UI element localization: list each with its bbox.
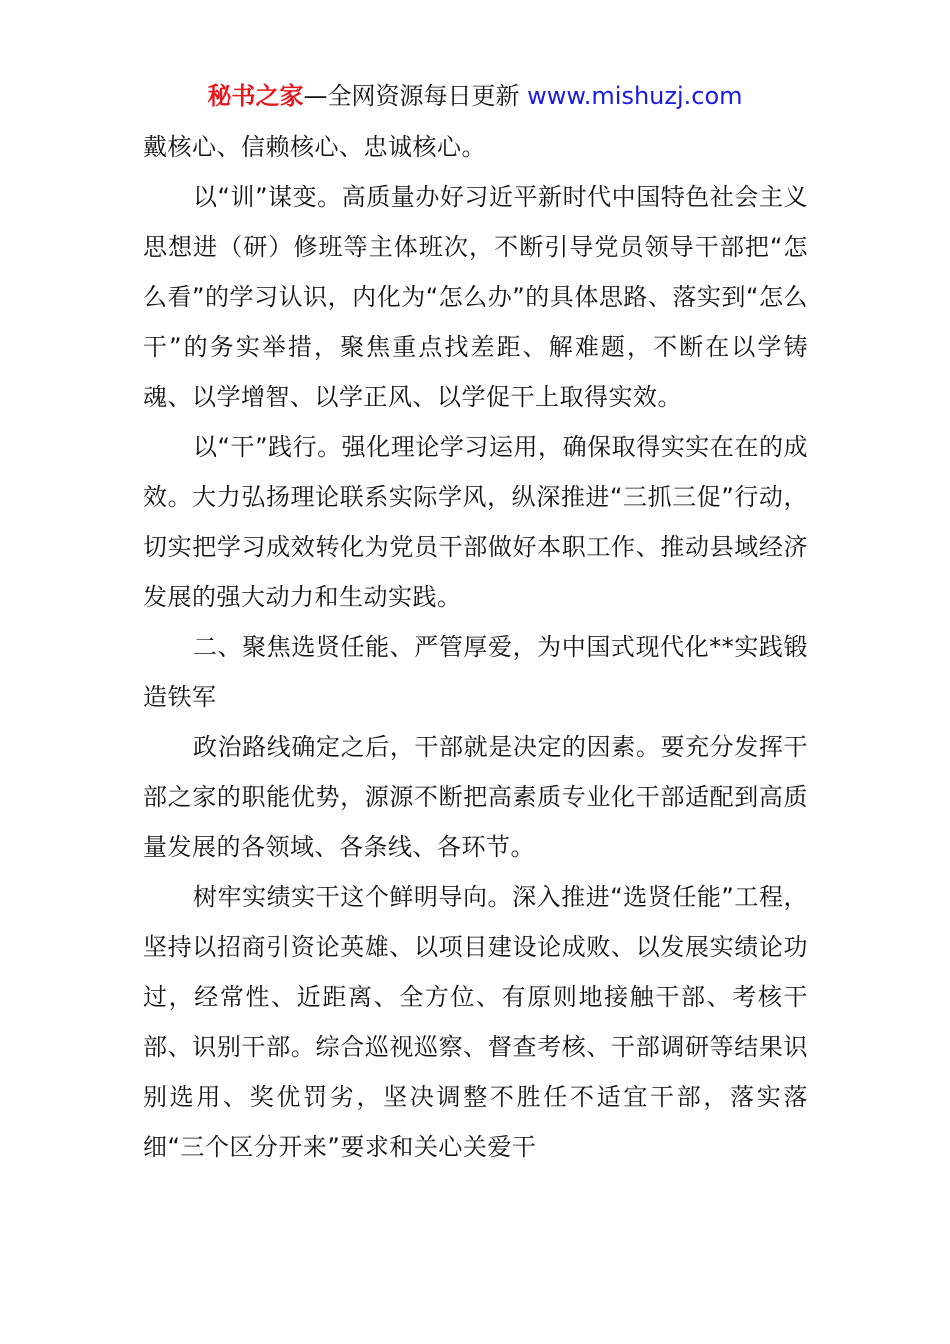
section-heading-2: 二、聚焦选贤任能、严管厚爱，为中国式现代化**实践锻造铁军 xyxy=(143,633,808,711)
paragraph-shi-ji-shi-gan: 树牢实绩实干这个鲜明导向。深入推进“选贤任能”工程，坚持以招商引资论英雄、以项目建设论成败、以发展实绩论功过，经常性、近距离、全方位、有原则地接触干部、考核干部、识别干部。综合巡视巡察、督查考核、干部调研等结果识别选用、奖优罚劣，坚决调整不胜任不适宜干部，落实落细“三个区分开来”要求和关心关爱干 xyxy=(143,883,808,1161)
site-header xyxy=(0,80,950,112)
paragraph-xun-mou-bian: 以“训”谋变。高质量办好习近平新时代中国特色社会主义思想进（研）修班等主体班次，不断引导党员领导干部把“怎么看”的学习认识，内化为“怎么办”的具体思路、落实到“怎么干”的务实举措，聚焦重点找差距、解难题，不断在以学铸魂、以学增智、以学正风、以学促干上取得实效。 xyxy=(143,183,808,411)
paragraph-gan-jian-xing: 以“干”践行。强化理论学习运用，确保取得实实在在的成效。大力弘扬理论联系实际学风，纵深推进“三抓三促”行动，切实把学习成效转化为党员干部做好本职工作、推动县域经济发展的强大动力和生动实践。 xyxy=(143,433,808,611)
site-tagline: —全网资源每日更新 xyxy=(303,82,520,110)
paragraph-political-line: 政治路线确定之后，干部就是决定的因素。要充分发挥干部之家的职能优势，源源不断把高素质专业化干部适配到高质量发展的各领域、各条线、各环节。 xyxy=(143,733,808,861)
paragraph-continued: 戴核心、信赖核心、忠诚核心。 xyxy=(143,133,486,161)
site-brand: 秘书之家 xyxy=(207,82,304,110)
site-url-link[interactable]: www.mishuzj.com xyxy=(527,82,743,110)
document-body xyxy=(143,122,808,1172)
